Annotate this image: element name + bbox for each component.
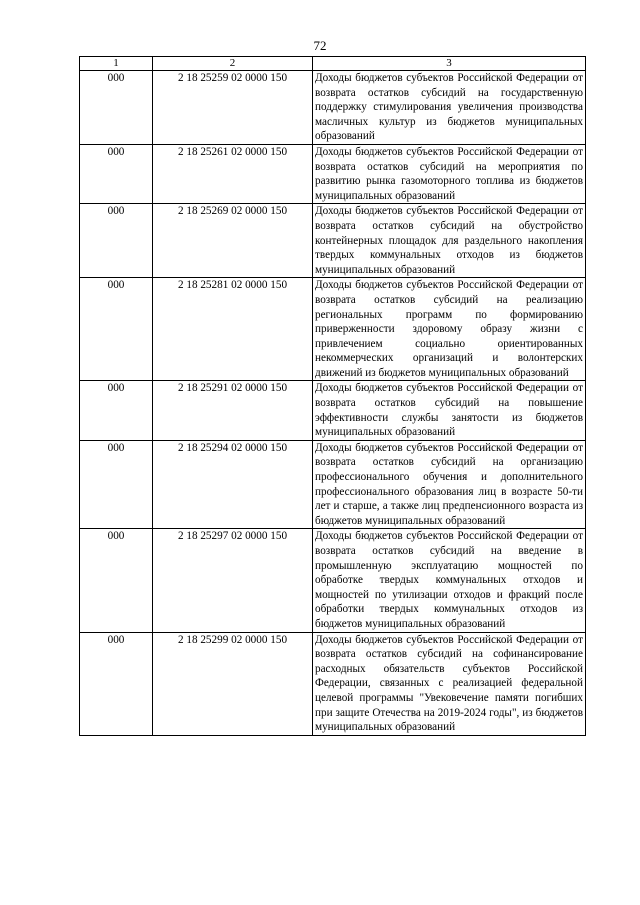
kbk-code-cell: 2 18 25259 02 0000 150 [153, 71, 313, 145]
table-row [80, 632, 586, 735]
admin-code-cell: 000 [80, 144, 153, 203]
description-cell: Доходы бюджетов субъектов Российской Федерации от возврата остатков субсидий на софинансирование расходных обязательств субъектов Российской Федерации, связанных с реализацией федеральной целевой программы "Увековечение памяти погибших при защите Отечества на 2019-2024 годы", из бюджетов муниципальных образований [313, 632, 586, 735]
admin-code-cell: 000 [80, 632, 153, 735]
kbk-code-cell: 2 18 25294 02 0000 150 [153, 440, 313, 529]
description-cell: Доходы бюджетов субъектов Российской Федерации от возврата остатков субсидий на государственную поддержку стимулирования увеличения производства масличных культур из бюджетов муниципальных образований [313, 71, 586, 145]
description-cell: Доходы бюджетов субъектов Российской Федерации от возврата остатков субсидий на реализацию региональных программ по формированию приверженности здоровому образу жизни с привлечением социально ориентированных некоммерческих организаций и волонтерских движений из бюджетов муниципальных образований [313, 278, 586, 381]
admin-code-cell: 000 [80, 529, 153, 632]
admin-code-cell: 000 [80, 381, 153, 440]
kbk-code-cell: 2 18 25261 02 0000 150 [153, 144, 313, 203]
kbk-code-cell: 2 18 25297 02 0000 150 [153, 529, 313, 632]
budget-codes-table [79, 56, 586, 736]
kbk-code-cell: 2 18 25281 02 0000 150 [153, 278, 313, 381]
description-cell: Доходы бюджетов субъектов Российской Федерации от возврата остатков субсидий на организацию профессионального обучения и дополнительного профессионального образования лиц в возрасте 50-ти лет и старше, а также лиц предпенсионного возраста из бюджетов муниципальных образований [313, 440, 586, 529]
admin-code-cell: 000 [80, 440, 153, 529]
admin-code-cell: 000 [80, 278, 153, 381]
table-row [80, 71, 586, 145]
column-header-2: 2 [153, 57, 313, 71]
column-header-3: 3 [313, 57, 586, 71]
table-row [80, 278, 586, 381]
kbk-code-cell: 2 18 25291 02 0000 150 [153, 381, 313, 440]
table-row [80, 204, 586, 278]
admin-code-cell: 000 [80, 71, 153, 145]
page-number: 72 [313, 38, 327, 53]
description-cell: Доходы бюджетов субъектов Российской Федерации от возврата остатков субсидий на обустройство контейнерных площадок для раздельного накопления твердых коммунальных отходов из бюджетов муниципальных образований [313, 204, 586, 278]
table-header-row [80, 57, 586, 71]
table-row [80, 381, 586, 440]
admin-code-cell: 000 [80, 204, 153, 278]
description-cell: Доходы бюджетов субъектов Российской Федерации от возврата остатков субсидий на мероприятия по развитию рынка газомоторного топлива из бюджетов муниципальных образований [313, 144, 586, 203]
table-row [80, 440, 586, 529]
table-row [80, 529, 586, 632]
column-header-1: 1 [80, 57, 153, 71]
description-cell: Доходы бюджетов субъектов Российской Федерации от возврата остатков субсидий на введение в промышленную эксплуатацию мощностей по обработке твердых коммунальных отходов и мощностей по утилизации отходов и фракций после обработки твердых коммунальных отходов из бюджетов муниципальных образований [313, 529, 586, 632]
description-cell: Доходы бюджетов субъектов Российской Федерации от возврата остатков субсидий на повышение эффективности службы занятости из бюджетов муниципальных образований [313, 381, 586, 440]
kbk-code-cell: 2 18 25269 02 0000 150 [153, 204, 313, 278]
table-row [80, 144, 586, 203]
kbk-code-cell: 2 18 25299 02 0000 150 [153, 632, 313, 735]
